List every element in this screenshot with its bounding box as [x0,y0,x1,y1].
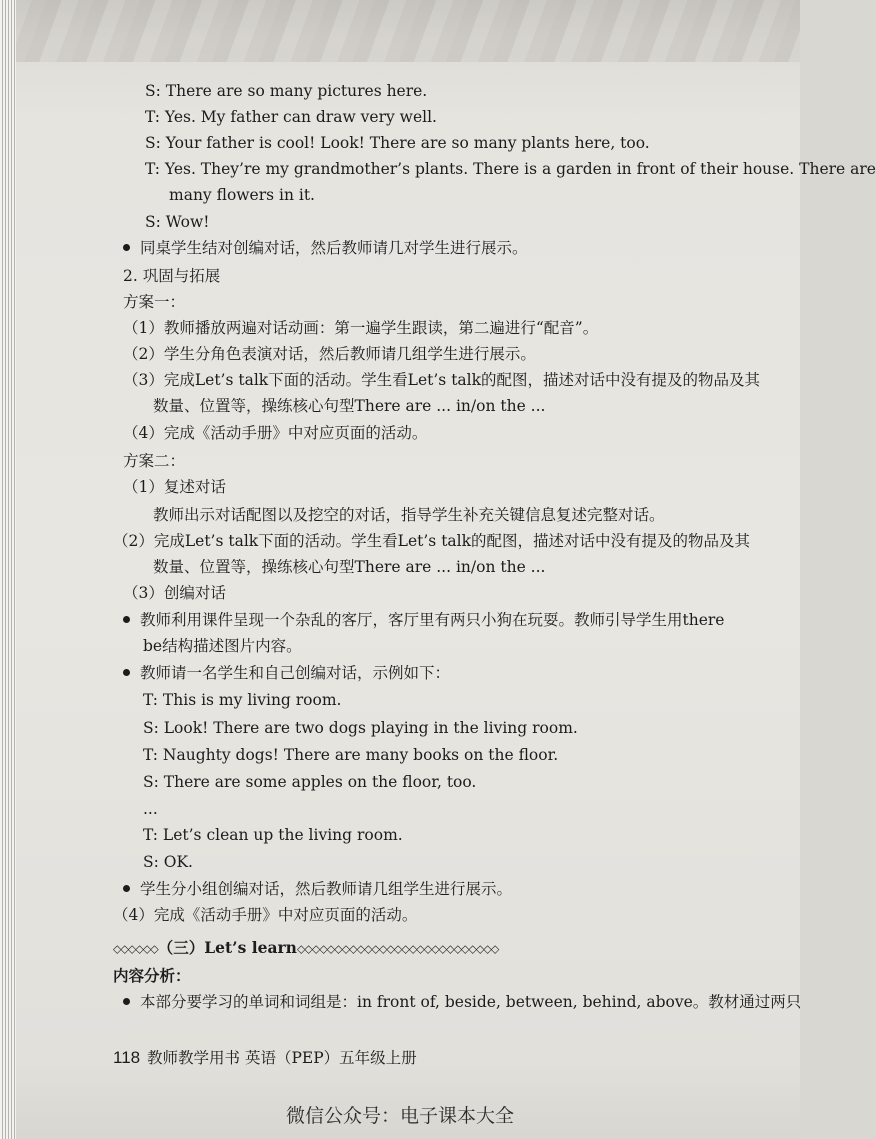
line-text: （2）学生分角色表演对话，然后教师请几组学生进行展示。 [123,345,536,363]
line-text: （3）完成Let’s talk下面的活动。学生看Let’s talk的配图，描述对话中没有提及的物品及其 [123,371,761,389]
bullet-icon [123,885,130,892]
line-text: S: There are some apples on the floor, too. [143,773,477,791]
analysis-label: 内容分析： [113,966,191,985]
line-text: many flowers in it. [169,186,315,204]
line-text: ... [143,800,158,818]
text-line [123,882,512,898]
analysis-text: 本部分要学习的单词和词组是：in front of, beside, between, behind, above。教材通过两只 [140,993,802,1011]
text-line [153,399,545,415]
line-text: 数量、位置等，操练核心句型There are ... in/on the ... [153,558,546,576]
line-text: 教师出示对话配图以及挖空的对话，指导学生补充关键信息复述完整对话。 [153,506,665,524]
line-text: be结构描述图片内容。 [143,637,302,655]
page-number: 118 [113,1048,141,1067]
section-heading: （三）Let’s learn [157,938,297,957]
line-text: 方案一： [123,293,186,311]
text-line [123,426,427,442]
line-text: S: Wow! [145,213,210,231]
page-edge-stack [0,0,16,1139]
text-line [145,162,876,178]
line-text: S: OK. [143,853,193,871]
text-line [123,347,536,363]
line-text: （1）教师播放两遍对话动画：第一遍学生跟读，第二遍进行“配音”。 [123,319,599,337]
line-text: T: Naughty dogs! There are many books on the floor. [143,746,559,764]
text-line [113,908,417,924]
watermark: 微信公众号：电子课本大全 [285,1105,514,1127]
line-text: 教师利用课件呈现一个杂乱的客厅，客厅里有两只小狗在玩耍。教师引导学生用there [140,611,725,629]
line-text: T: Yes. My father can draw very well. [145,108,437,126]
top-decorative-artwork [0,0,800,62]
text-line [123,373,760,389]
line-text: T: Yes. They’re my grandmother’s plants. There is a garden in front of their house. There are [145,160,876,178]
bullet-icon [123,616,130,623]
text-line [123,480,226,496]
text-line [143,748,558,764]
line-text: 数量、位置等，操练核心句型There are ... in/on the ... [153,397,546,415]
text-line [143,639,302,655]
text-line [143,721,578,737]
line-text: S: Your father is cool! Look! There are so many plants here, too. [145,134,650,152]
analysis-line [123,995,801,1011]
text-line [123,586,226,602]
line-text: （4）完成《活动手册》中对应页面的活动。 [113,906,418,924]
line-text: 方案二： [123,452,186,470]
line-text: 2. 巩固与拓展 [123,267,221,285]
text-line [153,508,665,524]
text-line [153,560,545,576]
book-title: 教师教学用书 英语（PEP）五年级上册 [147,1049,417,1067]
line-text: （4）完成《活动手册》中对应页面的活动。 [123,424,428,442]
text-line [143,802,158,818]
line-text: 教师请一名学生和自己创编对话，示例如下： [140,664,451,682]
text-line [123,321,598,337]
text-line [145,84,427,100]
line-text: S: There are so many pictures here. [145,82,428,100]
text-line [143,693,341,709]
line-text: （2）完成Let’s talk下面的活动。学生看Let’s talk的配图，描述对话中没有提及的物品及其 [113,532,751,550]
text-line [145,110,437,126]
text-line [145,136,650,152]
text-line [169,188,315,204]
text-line [143,855,193,871]
bullet-icon [123,669,130,676]
section-deco-left: ◇◇◇◇◇◇ [113,942,158,956]
text-line [143,775,476,791]
text-line [123,295,185,311]
text-line [123,454,185,470]
line-text: 学生分小组创编对话，然后教师请几组学生进行展示。 [140,880,513,898]
line-text: T: This is my living room. [143,691,342,709]
text-line [123,613,724,629]
bullet-icon [123,998,130,1005]
text-line [143,828,403,844]
line-text: （1）复述对话 [123,478,226,496]
text-line [123,269,220,285]
line-text: （3）创编对话 [123,584,226,602]
text-line [123,666,450,682]
section-heading-row [113,940,498,956]
line-text: T: Let’s clean up the living room. [143,826,403,844]
text-line [145,215,209,231]
page-footer [113,1046,417,1068]
bullet-icon [123,244,130,251]
section-deco-right: ◇◇◇◇◇◇◇◇◇◇◇◇◇◇◇◇◇◇◇◇◇◇◇◇◇◇◇ [296,942,499,956]
text-line [123,241,528,257]
text-line [113,534,750,550]
line-text: S: Look! There are two dogs playing in the living room. [143,719,578,737]
line-text: 同桌学生结对创编对话，然后教师请几对学生进行展示。 [140,239,528,257]
